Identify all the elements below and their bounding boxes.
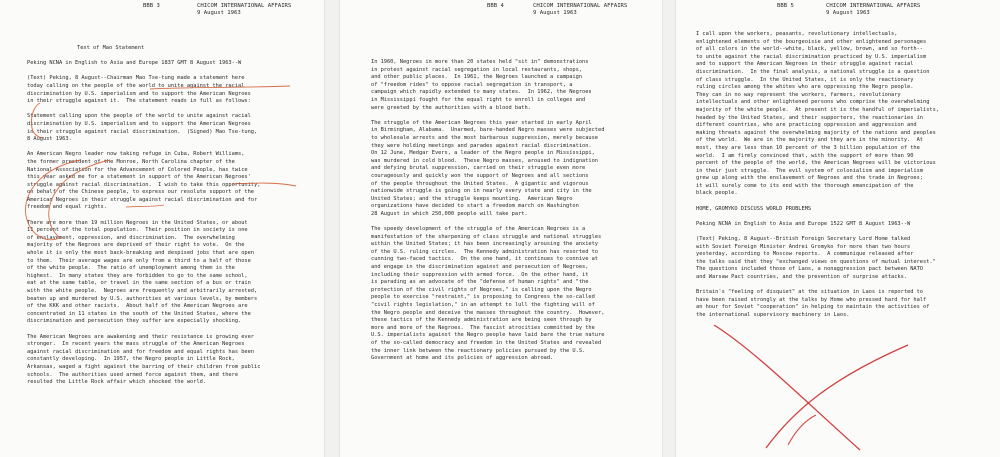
paragraph: The speedy development of the struggle of the American Negroes is a manifestation of the sharpening of class struggle and national struggles within the United States; it has been increasingly arousing the anxiety of the U.S. ruling circles. The Kennedy administration has resorted to cunning two-faced tactics. On the one hand, it continues to connive at and engage in the discrimination against and persecution of Negroes, including their suppression with armed force. On the other hand, it is parading as an advocate of the "defense of human rights" and "the protection of the civil rights of Negroes," is calling upon the Negro people to exercise "restraint," is proposing to Congress the so-called "civil rights legislation," in an attempt to lull the fighting will of the Negro people and deceive the masses throughout the country. However, these tactics of the Kennedy administration are being seen through by more and more of the Negroes. The fascist atrocities committed by the U.S. imperialists against the Negro people have laid bare the true nature of the so-called democracy and freedom in the United States and revealed the inner link between the reactionary policies pursued by the U.S. Government at home and its policies of aggression abroad.: [371, 226, 605, 362]
paragraph: Britain's "feeling of disquiet" at the situation in Laos is reported to have been raised strongly at the talks by Home who pressed hard for half an hour for Soviet "cooperation" in helping to maintain the activities of the international supervisory machinery in Laos.: [696, 289, 930, 318]
dateline: Peking NCNA in English to Asia and Europe 1522 GMT 8 August 1963--W: [696, 220, 911, 227]
paragraph: I call upon the workers, peasants, revolutionary intellectuals, enlightened elements of the bourgeoisie and other enlightened personages of all colors in the world--white, black, yellow, brown, and so forth-- to unite against the racial discrimination practiced by U.S. imperialism and to support the American Negroes in their struggle against racial discrimination. In the final analysis, a national struggle is a question of class struggle. In the United States, it is only the reactionary ruling circles among the whites who are oppressing the Negro people. They can in no way represent the workers, farmers, revolutionary intellectuals and other enlightened persons who comprise the overwhelming majority of the white people. At present it is the handful of imperialists, headed by the United States, and their supporters, the reactionaries in different countries, who are practicing oppression and aggression and making threats against the overwhelming majority of the nations and peoples of the world. We are in the majority and they are in the minority. At most, they are less than 10 percent of the 3 billion population of the world. I am firmly convinced that, with the support of more than 90 percent of the people of the world, the American Negroes will be victorious in their just struggle. The evil system of colonialism and imperialism grew up along with the enslavement of Negroes and the trade in Negroes; it will surely come to its end with the thorough emancipation of the black people.: [696, 31, 939, 197]
page-body: [371, 59, 659, 370]
page-bbb-3: [0, 0, 324, 457]
agency-name: CHICOM INTERNATIONAL AFFAIRS: [533, 3, 628, 9]
page-code: BBB 3: [143, 3, 160, 9]
issue-date: 9 August 1963: [826, 10, 870, 16]
paragraph: In 1960, Negroes in more than 20 states held "sit in" demonstrations in protest against racial segregation in local restaurants, shops, and other public places. In 1961, the Negroes launched a campaign of "freedom rides" to oppose racial segregation in transport, a campaign which rapidly extended to many states. In 1962, the Negroes in Mississippi fought for the equal right to enroll in colleges and were greeted by the authorities with a blood bath.: [371, 59, 592, 111]
cross-stroke-a: [714, 325, 860, 450]
cross-tick-mark: [788, 415, 816, 445]
agency-name: CHICOM INTERNATIONAL AFFAIRS: [826, 3, 921, 9]
dateline: Peking NCNA in English to Asia and Europe 1837 GMT 8 August 1963--W: [27, 60, 242, 67]
page-body: [696, 31, 996, 327]
article-subhead: HOME, GROMYKO DISCUSS WORLD PROBLEMS: [696, 205, 812, 212]
page-bbb-5: [676, 0, 1000, 457]
page-code: BBB 4: [487, 3, 504, 9]
issue-date: 9 August 1963: [197, 10, 241, 16]
paragraph: An American Negro leader now taking refuge in Cuba, Robert Williams, the former president of the Monroe, North Carolina chapter of the National Association for the Advancement of Colored People, has twice this year asked me for a statement in support of the American Negroes' struggle against racial discrimination. I wish to take this opportunity, on behalf of the Chinese people, to express our resolute support of the American Negroes in their struggle against racial discrimination and for freedom and equal rights.: [27, 151, 261, 211]
paragraph: Statement calling upon the people of the world to unite against racial discrimination by U.S. imperialism and to support the American Negroes in their struggle against racial discrimination. (Signed) Mao Tse-tung, 8 August 1963.: [27, 113, 258, 143]
paragraph: There are more than 19 million Negroes in the United States, or about 11 percent of the total population. Their position in society is one of enslavement, oppression, and discrimination. The overwhelming majority of the Negroes are deprived of their right to vote. On the whole it is only the most back-breaking and despised jobs that are open to them. Their average wages are only from a third to a half of those of the white people. The ratio of unemployment among them is the highest. In many states they are forbidden to go to the same school, eat at the same table, or travel in the same section of a bus or train with the white people. Negroes are frequently and arbitrarily arrested, beaten up and murdered by U.S. authorities at various levels, by members of the KKK and other racists. About half of the American Negroes are concentrated in 11 states in the south of the United States, where the discrimination and persecution they suffer are especially shocking.: [27, 219, 258, 325]
paragraph: (Text) Peking, 8 August--Chairman Mao Tse-tung made a statement here today calling on the people of the world to unite against the racial discrimination by U.S. imperialism and to support the American Negroes in their struggle against it. The statement reads in full as follows:: [27, 75, 251, 105]
paragraph: The struggle of the American Negroes this year started in early April in Birmingham, Alabama. Unarmed, bare-handed Negro masses were subjected to wholesale arrests and the most barbarous suppression, merely because they were holding meetings and parades against racial discrimination. On 12 June, Medgar Evers, a leader of the Negro people in Mississippi, was murdered in cold blood. These Negro masses, aroused to indignation and defying brutal suppression, carried on their struggle even more courageously and quickly won the support of Negroes and all sections of the people throughout the United States. A gigantic and vigorous nationwide struggle is going on in nearly every state and city in the United States; and the struggle keeps mounting. American Negro organizations have decided to start a freedom march on Washington 28 August in which 250,000 people will take part.: [371, 119, 605, 217]
page-code: BBB 5: [777, 3, 794, 9]
page-bbb-4: [340, 0, 662, 457]
paragraph: (Text) Peking, 8 August--British Foreign Secretary Lord Home talked with Soviet Foreign Minister Andrei Gromyko for more than two hours yesterday, according to Moscow reports. A communique released after the talks said that they "exchanged views on questions of mutual interest." The questions included those of Laos, a nonaggression pact between NATO and Warsaw Pact countries, and the prevention of surprise attacks.: [696, 236, 936, 280]
issue-date: 9 August 1963: [533, 10, 577, 16]
page-body: [27, 45, 317, 394]
cross-stroke-b: [766, 345, 908, 448]
statement-title: Text of Mao Statement: [77, 45, 145, 51]
agency-name: CHICOM INTERNATIONAL AFFAIRS: [197, 3, 292, 9]
paragraph: The American Negroes are awakening and their resistance is growing ever stronger. In recent years the mass struggle of the American Negroes against racial discrimination and for freedom and equal rights has been constantly developing. In 1957, the Negro people in Little Rock, Arkansas, waged a fight against the barring of their children from public schools. The authorities used armed force against them, and there resulted the Little Rock affair which shocked the world.: [27, 333, 261, 386]
